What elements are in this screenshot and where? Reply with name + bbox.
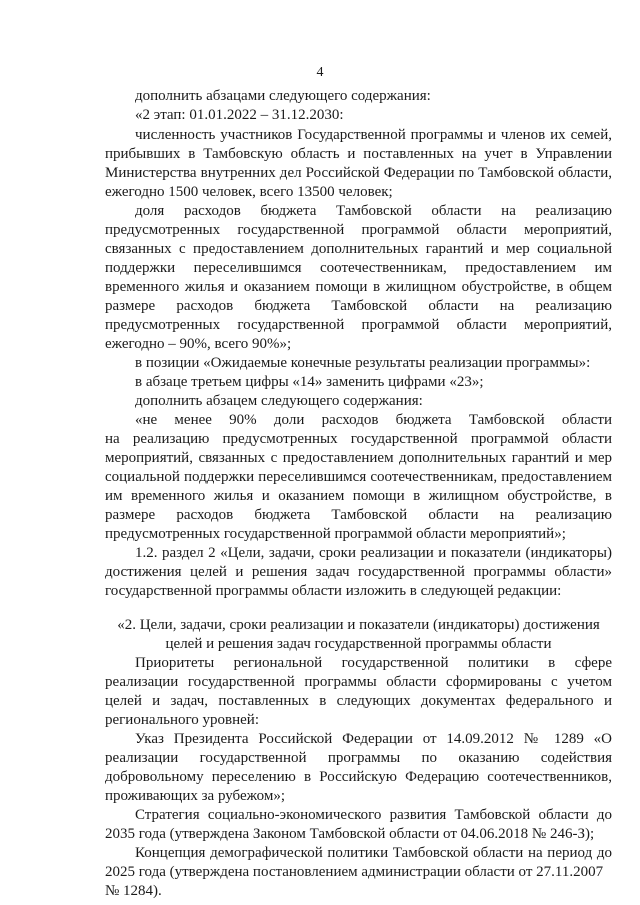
text-line: 1.2. раздел 2 «Цели, задачи, сроки реализации и показатели (индикаторы) [135,545,612,561]
text-line: предусмотренных государственной программой области мероприятий, [105,317,612,333]
text-line: дополнить абзацами следующего содержания: [135,88,431,104]
text-line: ежегодно – 90%, всего 90%»; [105,336,292,352]
text-line: № 1284). [105,883,162,899]
text-line: Концепция демографической политики Тамбовской области на период до [135,845,612,861]
text-line: достижения целей и решения задач государственной программы области» [105,564,612,580]
text-line: реализации государственной программы области сформированы с учетом [105,674,612,690]
text-line: им временного жилья и оказанием помощи в жилищном обустройстве, в [105,488,612,504]
text-line: реализации государственной программы по оказанию содействия [105,750,612,766]
text-line: государственной программы области изложить в следующей редакции: [105,583,562,599]
text-line: целей и задач, поставленных в следующих документах федерального и [105,693,612,709]
text-line: поддержки переселившимся соотечественникам, предоставлением им [105,260,612,276]
text-line: связанных с предоставлением дополнительных гарантий и мер социальной [105,241,612,257]
text-line: ежегодно 1500 человек, всего 13500 человек; [105,184,393,200]
text-line: Стратегия социально-экономического развития Тамбовской области до [135,807,612,823]
text-line: 2035 года (утверждена Законом Тамбовской области от 04.06.2018 № 246-З); [105,826,595,842]
text-line: размере расходов бюджета Тамбовской области на реализацию [105,298,612,314]
text-line: прибывших в Тамбовскую область и поставленных на учет в Управлении [105,146,612,162]
text-line: на реализацию предусмотренных государственной программой области [105,431,612,447]
text-line: в позиции «Ожидаемые конечные результаты реализации программы»: [135,355,591,371]
text-line: добровольному переселению в Российскую Федерацию соотечественников, [105,769,612,785]
page-number: 4 [316,65,324,80]
text-line: Министерства внутренних дел Российской Федерации по Тамбовской области, [105,165,612,181]
text-line: доля расходов бюджета Тамбовской области на реализацию [135,203,612,219]
text-line: 2025 года (утверждена постановлением администрации области от 27.11.2007 [105,864,604,880]
text-line: предусмотренных государственной программой области мероприятий»; [105,526,566,542]
text-line: временного жилья и оказанием помощи в жилищном обустройстве, в общем [105,279,612,295]
section-heading-line: «2. Цели, задачи, сроки реализации и показатели (индикаторы) достижения [117,617,600,633]
text-line: в абзаце третьем цифры «14» заменить цифрами «23»; [135,374,484,390]
text-line: мероприятий, связанных с предоставлением дополнительных гарантий и мер [105,450,612,466]
text-line: размере расходов бюджета Тамбовской области на реализацию [105,507,612,523]
text-line: дополнить абзацем следующего содержания: [135,393,423,409]
text-line: Указ Президента Российской Федерации от 14.09.2012 № 1289 «О [135,731,612,747]
text-line: социальной поддержки переселившимся соотечественникам, предоставлением [105,469,612,485]
section-heading-line: целей и решения задач государственной программы области [165,636,552,652]
text-line: численность участников Государственной программы и членов их семей, [135,127,612,143]
text-line: предусмотренных государственной программой области мероприятий, [105,222,612,238]
text-line: регионального уровней: [105,712,259,728]
text-line: «не менее 90% доли расходов бюджета Тамбовской области [135,412,612,428]
text-line: проживающих за рубежом»; [105,788,286,804]
text-line: «2 этап: 01.01.2022 – 31.12.2030: [135,107,344,123]
text-line: Приоритеты региональной государственной политики в сфере [135,655,612,671]
